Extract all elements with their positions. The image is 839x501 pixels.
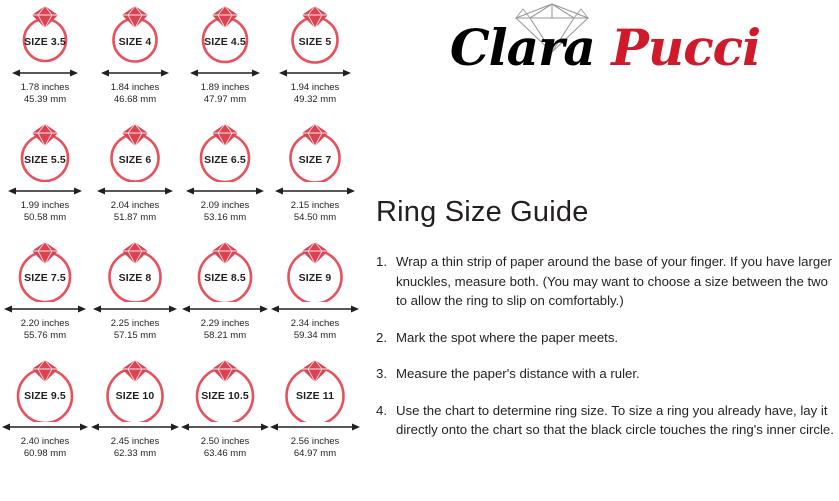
ring-icon bbox=[282, 120, 348, 182]
ring-size-cell bbox=[180, 236, 270, 354]
ring-illustration bbox=[180, 236, 270, 302]
ring-illustration bbox=[270, 236, 360, 302]
brand-name-second: Pucci bbox=[611, 18, 761, 77]
ring-inches: 2.29 inches bbox=[200, 318, 250, 329]
step-number: 3. bbox=[376, 366, 387, 381]
measure-arrow bbox=[90, 302, 180, 316]
ring-size-label: SIZE 6 bbox=[118, 154, 152, 166]
ring-size-label: SIZE 10 bbox=[115, 390, 155, 402]
step-text: Mark the spot where the paper meets. bbox=[396, 329, 619, 345]
ring-mm: 55.76 mm bbox=[23, 329, 67, 341]
ring-inches: 2.09 inches bbox=[200, 200, 250, 211]
ring-measurements bbox=[180, 200, 270, 223]
ring-mm: 58.21 mm bbox=[203, 329, 247, 341]
double-arrow-icon bbox=[91, 422, 179, 432]
ring-measurements bbox=[270, 200, 360, 223]
double-arrow-icon bbox=[12, 68, 78, 78]
double-arrow-icon bbox=[271, 304, 359, 314]
ring-mm: 50.58 mm bbox=[23, 211, 67, 223]
ring-icon bbox=[284, 2, 346, 64]
ring-measurements bbox=[0, 318, 90, 341]
ring-icon bbox=[278, 356, 352, 422]
step-text: Use the chart to determine ring size. To size a ring you already have, lay it directly onto the chart so that the black circle touches the ring's inner circle. bbox=[396, 402, 834, 437]
ring-size-label: SIZE 4.5 bbox=[204, 36, 246, 48]
ring-mm: 53.16 mm bbox=[203, 211, 247, 223]
ring-size-cell bbox=[180, 0, 270, 118]
ring-illustration bbox=[90, 0, 180, 66]
ring-mm: 64.97 mm bbox=[293, 447, 337, 459]
measure-arrow bbox=[90, 420, 180, 434]
page-title: Ring Size Guide bbox=[376, 196, 589, 228]
ring-mm: 49.32 mm bbox=[293, 93, 337, 105]
measure-arrow bbox=[270, 66, 360, 80]
ring-inches: 1.78 inches bbox=[20, 82, 70, 93]
ring-size-label: SIZE 8.5 bbox=[204, 272, 246, 284]
ring-icon bbox=[104, 2, 166, 64]
measure-arrow bbox=[180, 420, 270, 434]
ring-icon bbox=[192, 120, 258, 182]
ring-size-cell bbox=[90, 354, 180, 472]
ring-illustration bbox=[0, 118, 90, 184]
measure-arrow bbox=[180, 66, 270, 80]
ring-icon bbox=[280, 238, 350, 302]
ring-inches: 2.56 inches bbox=[290, 436, 340, 447]
ring-mm: 60.98 mm bbox=[23, 447, 67, 459]
ring-icon bbox=[11, 238, 79, 302]
double-arrow-icon bbox=[4, 304, 86, 314]
measure-arrow bbox=[0, 184, 90, 198]
ring-inches: 1.84 inches bbox=[110, 82, 160, 93]
double-arrow-icon bbox=[181, 422, 269, 432]
ring-measurements bbox=[0, 436, 90, 459]
ring-size-cell bbox=[90, 236, 180, 354]
ring-mm: 47.97 mm bbox=[203, 93, 247, 105]
ring-icon bbox=[9, 356, 81, 422]
ring-mm: 46.68 mm bbox=[113, 93, 157, 105]
ring-illustration bbox=[90, 354, 180, 420]
ring-illustration bbox=[180, 354, 270, 420]
measure-arrow bbox=[0, 66, 90, 80]
ring-measurements bbox=[90, 318, 180, 341]
ring-inches: 1.89 inches bbox=[200, 82, 250, 93]
chart-row bbox=[0, 354, 362, 472]
ring-size-cell bbox=[90, 0, 180, 118]
ring-icon bbox=[101, 238, 169, 302]
ring-measurements bbox=[180, 82, 270, 105]
step-text: Measure the paper's distance with a ruler. bbox=[396, 366, 640, 381]
ring-icon bbox=[194, 2, 256, 64]
ring-mm: 51.87 mm bbox=[113, 211, 157, 223]
double-arrow-icon bbox=[279, 68, 351, 78]
ring-inches: 2.04 inches bbox=[110, 200, 160, 211]
ring-size-label: SIZE 5 bbox=[298, 36, 332, 48]
ring-inches: 2.50 inches bbox=[200, 436, 250, 447]
ring-size-label: SIZE 10.5 bbox=[201, 390, 249, 402]
measure-arrow bbox=[180, 302, 270, 316]
ring-illustration bbox=[180, 118, 270, 184]
step-number: 2. bbox=[376, 329, 387, 345]
ring-size-cell bbox=[270, 354, 360, 472]
measure-arrow bbox=[270, 302, 360, 316]
ring-icon bbox=[188, 356, 262, 422]
guide-step bbox=[376, 328, 834, 348]
ring-illustration bbox=[0, 236, 90, 302]
ring-illustration bbox=[270, 118, 360, 184]
brand-logo bbox=[366, 0, 839, 100]
chart-row bbox=[0, 118, 362, 236]
ring-icon bbox=[14, 2, 76, 64]
ring-icon bbox=[13, 120, 77, 182]
ring-illustration bbox=[0, 354, 90, 420]
chart-row bbox=[0, 0, 362, 118]
ring-mm: 59.34 mm bbox=[293, 329, 337, 341]
ring-size-cell bbox=[180, 354, 270, 472]
measure-arrow bbox=[90, 184, 180, 198]
double-arrow-icon bbox=[186, 186, 264, 196]
ring-illustration bbox=[90, 236, 180, 302]
ring-measurements bbox=[90, 436, 180, 459]
ring-size-label: SIZE 3.5 bbox=[24, 36, 66, 48]
ring-mm: 45.39 mm bbox=[23, 93, 67, 105]
ring-measurements bbox=[270, 318, 360, 341]
ring-size-label: SIZE 5.5 bbox=[24, 154, 66, 166]
ring-icon bbox=[99, 356, 171, 422]
ring-size-cell bbox=[180, 118, 270, 236]
double-arrow-icon bbox=[97, 186, 173, 196]
ring-illustration bbox=[270, 354, 360, 420]
ring-size-label: SIZE 4 bbox=[118, 36, 152, 48]
ring-size-cell bbox=[0, 236, 90, 354]
ring-size-chart bbox=[0, 0, 362, 501]
ring-measurements bbox=[0, 200, 90, 223]
measure-arrow bbox=[270, 420, 360, 434]
guide-steps bbox=[376, 252, 834, 457]
measure-arrow bbox=[0, 302, 90, 316]
ring-measurements bbox=[180, 318, 270, 341]
ring-inches: 1.99 inches bbox=[20, 200, 70, 211]
ring-inches: 2.45 inches bbox=[110, 436, 160, 447]
ring-inches: 2.34 inches bbox=[290, 318, 340, 329]
ring-inches: 2.15 inches bbox=[290, 200, 340, 211]
ring-size-label: SIZE 6.5 bbox=[204, 154, 246, 166]
ring-inches: 2.25 inches bbox=[110, 318, 160, 329]
ring-size-label: SIZE 8 bbox=[118, 272, 152, 284]
double-arrow-icon bbox=[275, 186, 355, 196]
ring-illustration bbox=[270, 0, 360, 66]
ring-illustration bbox=[90, 118, 180, 184]
measure-arrow bbox=[180, 184, 270, 198]
guide-panel bbox=[366, 0, 839, 501]
ring-size-label: SIZE 11 bbox=[295, 390, 335, 402]
ring-mm: 57.15 mm bbox=[113, 329, 157, 341]
ring-size-cell bbox=[270, 0, 360, 118]
ring-size-cell bbox=[0, 0, 90, 118]
ring-size-cell bbox=[0, 118, 90, 236]
ring-illustration bbox=[0, 0, 90, 66]
brand-name-first: Clara bbox=[449, 18, 595, 77]
measure-arrow bbox=[90, 66, 180, 80]
ring-size-label: SIZE 7 bbox=[298, 154, 332, 166]
guide-step bbox=[376, 364, 834, 384]
step-text: Wrap a thin strip of paper around the base of your finger. If you have larger knuckles, measure both. (You may want to choose a size between the two to allow the ring to slip on comfortably.) bbox=[396, 254, 832, 308]
double-arrow-icon bbox=[182, 304, 268, 314]
double-arrow-icon bbox=[101, 68, 169, 78]
step-number: 1. bbox=[376, 254, 387, 269]
ring-size-label: SIZE 7.5 bbox=[24, 272, 66, 284]
brand-wordmark bbox=[374, 18, 836, 77]
ring-measurements bbox=[270, 82, 360, 105]
ring-icon bbox=[190, 238, 260, 302]
ring-inches: 1.94 inches bbox=[290, 82, 340, 93]
measure-arrow bbox=[270, 184, 360, 198]
ring-illustration bbox=[180, 0, 270, 66]
double-arrow-icon bbox=[93, 304, 177, 314]
ring-measurements bbox=[0, 82, 90, 105]
ring-icon bbox=[103, 120, 167, 182]
ring-measurements bbox=[90, 200, 180, 223]
double-arrow-icon bbox=[270, 422, 360, 432]
ring-size-cell bbox=[0, 354, 90, 472]
guide-step bbox=[376, 252, 834, 311]
ring-inches: 2.20 inches bbox=[20, 318, 70, 329]
double-arrow-icon bbox=[2, 422, 88, 432]
double-arrow-icon bbox=[8, 186, 82, 196]
ring-measurements bbox=[270, 436, 360, 459]
ring-size-cell bbox=[90, 118, 180, 236]
chart-row bbox=[0, 236, 362, 354]
ring-inches: 2.40 inches bbox=[20, 436, 70, 447]
step-number: 4. bbox=[376, 402, 387, 418]
ring-size-cell bbox=[270, 236, 360, 354]
ring-mm: 54.50 mm bbox=[293, 211, 337, 223]
measure-arrow bbox=[0, 420, 90, 434]
ring-measurements bbox=[90, 82, 180, 105]
ring-mm: 63.46 mm bbox=[203, 447, 247, 459]
ring-size-label: SIZE 9 bbox=[298, 272, 332, 284]
ring-size-label: SIZE 9.5 bbox=[24, 390, 66, 402]
ring-measurements bbox=[180, 436, 270, 459]
guide-step bbox=[376, 401, 834, 440]
ring-size-cell bbox=[270, 118, 360, 236]
double-arrow-icon bbox=[190, 68, 260, 78]
ring-mm: 62.33 mm bbox=[113, 447, 157, 459]
